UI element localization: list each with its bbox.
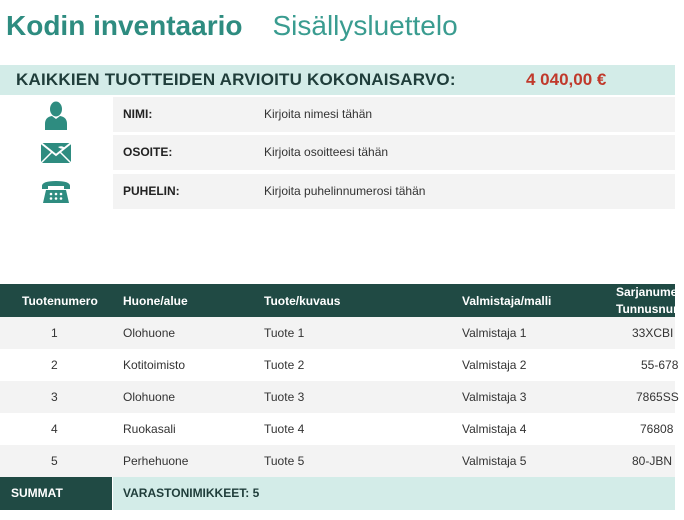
page-title: Kodin inventaario <box>6 10 243 41</box>
header-serial-line2: Tunnusnum <box>616 301 684 316</box>
info-row-name <box>0 97 675 132</box>
header-room[interactable]: Huone/alue <box>123 293 188 308</box>
cell-serial[interactable]: 76808 <box>640 422 674 436</box>
info-cell-name[interactable] <box>113 97 675 132</box>
cell-number[interactable]: 1 <box>51 326 58 340</box>
cell-item[interactable]: Tuote 4 <box>264 422 305 436</box>
cell-room[interactable]: Olohuone <box>123 390 176 404</box>
header-serial-line1: Sarjanumer <box>616 284 683 299</box>
summary-row <box>0 477 675 510</box>
cell-room[interactable]: Ruokasali <box>123 422 176 436</box>
summary-count-cell[interactable] <box>113 477 675 510</box>
info-row-phone <box>0 174 675 209</box>
cell-number[interactable]: 5 <box>51 454 58 468</box>
cell-item[interactable]: Tuote 1 <box>264 326 305 340</box>
table-row[interactable] <box>0 381 679 413</box>
total-value-amount[interactable]: 4 040,00 € <box>526 70 607 89</box>
total-value-band <box>0 65 675 95</box>
info-row-address <box>0 135 675 170</box>
envelope-icon <box>0 135 112 170</box>
address-field[interactable]: Kirjoita osoitteesi tähän <box>264 145 389 159</box>
info-cell-address[interactable] <box>113 135 675 170</box>
summary-label-cell[interactable] <box>0 477 112 510</box>
header-item-number[interactable]: Tuotenumero <box>22 293 98 308</box>
name-label: NIMI: <box>123 107 153 121</box>
cell-room[interactable]: Olohuone <box>123 326 176 340</box>
cell-number[interactable]: 4 <box>51 422 58 436</box>
cell-serial[interactable]: 80-JBN <box>632 454 673 468</box>
page-subtitle: Sisällysluettelo <box>272 10 458 41</box>
address-label: OSOITE: <box>123 145 173 159</box>
cell-room[interactable]: Kotitoimisto <box>123 358 186 372</box>
cell-item[interactable]: Tuote 5 <box>264 454 305 468</box>
cell-number[interactable]: 2 <box>51 358 58 372</box>
person-icon <box>0 97 112 132</box>
total-value-label: KAIKKIEN TUOTTEIDEN ARVIOITU KOKONAISARVO: <box>16 70 456 89</box>
name-field[interactable]: Kirjoita nimesi tähän <box>264 107 373 121</box>
phone-label: PUHELIN: <box>123 184 180 198</box>
cell-maker[interactable]: Valmistaja 2 <box>462 358 527 372</box>
header-serial[interactable] <box>616 284 684 317</box>
cell-serial[interactable]: 7865SS <box>636 390 679 404</box>
table-row[interactable] <box>0 317 675 349</box>
table-row[interactable] <box>0 413 675 445</box>
cell-maker[interactable]: Valmistaja 3 <box>462 390 527 404</box>
phone-field[interactable]: Kirjoita puhelinnumerosi tähän <box>264 184 426 198</box>
table-row[interactable] <box>0 349 679 381</box>
cell-number[interactable]: 3 <box>51 390 58 404</box>
header-item[interactable]: Tuote/kuvaus <box>264 293 341 308</box>
cell-room[interactable]: Perhehuone <box>123 454 189 468</box>
table-row[interactable] <box>0 445 675 477</box>
summary-item-count: VARASTONIMIKKEET: 5 <box>123 486 260 500</box>
cell-serial[interactable]: 33XCBI <box>632 326 674 340</box>
cell-item[interactable]: Tuote 2 <box>264 358 305 372</box>
cell-item[interactable]: Tuote 3 <box>264 390 305 404</box>
summary-label: SUMMAT <box>11 486 63 500</box>
cell-maker[interactable]: Valmistaja 4 <box>462 422 527 436</box>
telephone-icon <box>0 174 112 209</box>
cell-maker[interactable]: Valmistaja 1 <box>462 326 527 340</box>
title-row <box>6 10 458 50</box>
cell-maker[interactable]: Valmistaja 5 <box>462 454 527 468</box>
table-header <box>0 284 684 317</box>
header-maker[interactable]: Valmistaja/malli <box>462 293 552 308</box>
cell-serial[interactable]: 55-678 <box>641 358 679 372</box>
info-cell-phone[interactable] <box>113 174 675 209</box>
